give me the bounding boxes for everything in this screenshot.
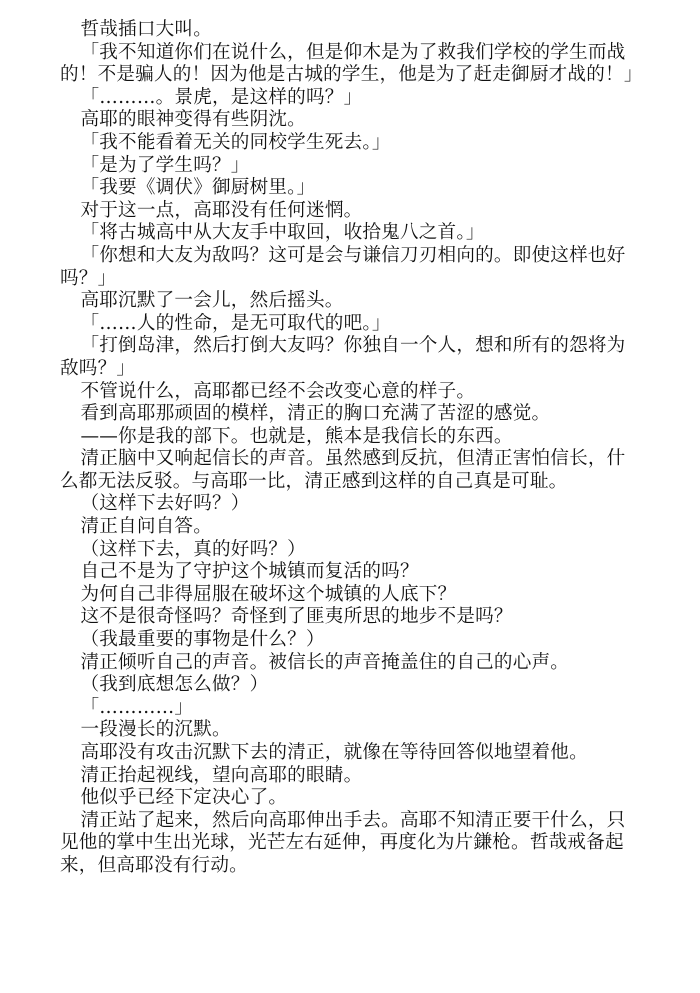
paragraph: 哲哉插口大叫。 [80,19,213,40]
paragraph: 「我不知道你们在说什么，但是仰木是为了救我们学校的学生而战的！不是骗人的！因为他是古城的学生，他是为了赶走御厨才战的！」 [60,41,643,86]
paragraph: 清正倾听自己的声音。被信长的声音掩盖住的自己的心声。 [80,651,570,673]
paragraph: 高耶没有攻击沉默下去的清正，就像在等待回答似地望着他。 [80,742,588,763]
paragraph: 「将古城高中从大友手中取回，收拾鬼八之首。」 [80,222,485,244]
paragraph: 清正脑中又响起信长的声音。虽然感到反抗，但清正害怕信长，什么都无法反驳。与高耶一比，清正感到这样的自己真是可耻。 [60,448,626,492]
paragraph: 高耶的眼神变得有些阴沈。 [80,109,306,131]
paragraph: 看到高耶那顽固的模样，清正的胸口充满了苦涩的感觉。 [80,403,551,425]
paragraph: 「你想和大友为敌吗？这可是会与谦信刀刃相向的。即使这样也好吗？」 [60,244,626,289]
paragraph: 「……人的性命，是无可取代的吧。」 [80,312,391,334]
paragraph: （这样下去好吗？） [80,493,250,515]
paragraph: 清正抬起视线，望向高耶的眼睛。 [80,764,363,786]
paragraph: 「是为了学生吗？」 [80,154,250,176]
document-page [60,19,642,878]
paragraph: 一段漫长的沉默。 [80,719,231,741]
paragraph: ——你是我的部下。也就是，熊本是我信长的东西。 [80,425,513,447]
paragraph: 为何自己非得屈服在破坏这个城镇的人底下？ [80,583,457,605]
paragraph: 高耶沉默了一会儿，然后摇头。 [80,290,344,312]
paragraph: 不管说什么，高耶都已经不会改变心意的样子。 [80,380,476,402]
paragraph: （这样下去，真的好吗？） [80,538,306,560]
paragraph: 这不是很奇怪吗？奇怪到了匪夷所思的地步不是吗？ [80,606,513,628]
paragraph: 对于这一点，高耶没有任何迷惘。 [80,199,363,221]
paragraph: 清正自问自答。 [80,516,213,538]
paragraph: 「打倒岛津，然后打倒大友吗？你独自一个人，想和所有的怨将为敌吗？」 [60,335,626,379]
paragraph: 他似乎已经下定决心了。 [80,787,288,809]
paragraph: 「我不能看着无关的同校学生死去。」 [80,131,391,153]
paragraph: （我最重要的事物是什么？） [80,629,325,651]
paragraph: 「我要《调伏》御厨树里。」 [80,177,316,199]
paragraph: 「………。景虎，是这样的吗？」 [80,86,363,108]
paragraph: 清正站了起来，然后向高耶伸出手去。高耶不知清正要干什么，只见他的掌中生出光球，光芒左右延伸，再度化为片鎌枪。哲哉戒备起来，但高耶没有行动。 [60,809,626,876]
paragraph: 自己不是为了守护这个城镇而复活的吗？ [80,561,419,583]
paragraph: 「…………」 [80,696,194,718]
paragraph: （我到底想怎么做？） [80,674,269,696]
